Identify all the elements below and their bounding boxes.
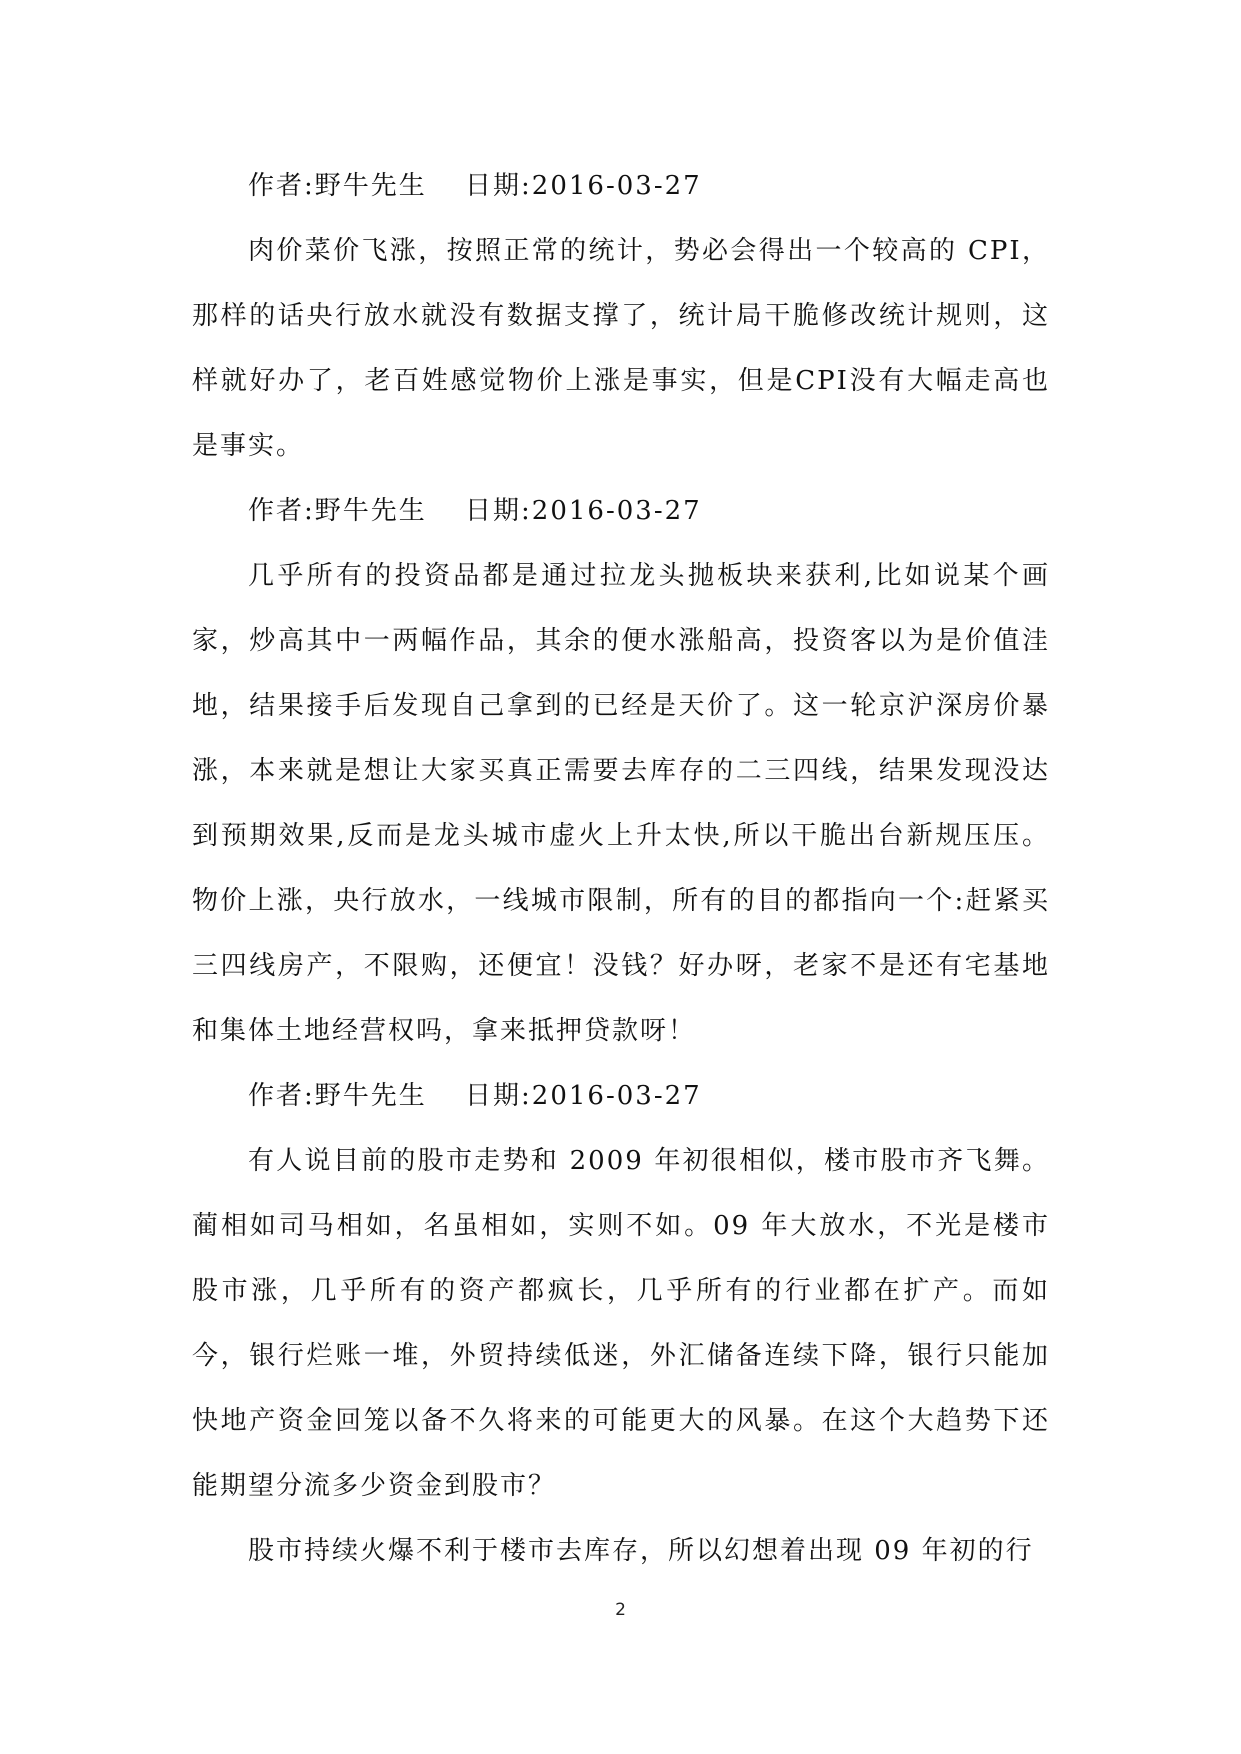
paragraph: 肉价菜价飞涨，按照正常的统计，势必会得出一个较高的 CPI，那样的话央行放水就没有数据支撑了，统计局干脆修改统计规则，这样就好办了，老百姓感觉物价上涨是事实，但是CPI没有大幅走高也是事实。 xyxy=(192,236,1050,461)
document-body xyxy=(192,154,1050,1584)
author-date-line: 作者:野牛先生 日期:2016-03-27 xyxy=(248,171,702,201)
author-date-line: 作者:野牛先生 日期:2016-03-27 xyxy=(248,1081,702,1111)
paragraph: 股市持续火爆不利于楼市去库存，所以幻想着出现 09 年初的行 xyxy=(248,1536,1034,1566)
page-number: 2 xyxy=(615,1600,626,1620)
paragraph: 有人说目前的股市走势和 2009 年初很相似，楼市股市齐飞舞。蔺相如司马相如，名虽相如，实则不如。09 年大放水，不光是楼市股市涨，几乎所有的资产都疯长，几乎所有的行业都在扩产。而如今，银行烂账一堆，外贸持续低迷，外汇储备连续下降，银行只能加快地产资金回笼以备不久将来的可能更大的风暴。在这个大趋势下还能期望分流多少资金到股市？ xyxy=(192,1146,1050,1501)
author-date-line: 作者:野牛先生 日期:2016-03-27 xyxy=(248,496,702,526)
paragraph: 几乎所有的投资品都是通过拉龙头抛板块来获利,比如说某个画家，炒高其中一两幅作品，其余的便水涨船高，投资客以为是价值洼地，结果接手后发现自己拿到的已经是天价了。这一轮京沪深房价暴涨，本来就是想让大家买真正需要去库存的二三四线，结果发现没达到预期效果,反而是龙头城市虚火上升太快,所以干脆出台新规压压。物价上涨，央行放水，一线城市限制，所有的目的都指向一个:赶紧买三四线房产，不限购，还便宜！没钱？好办呀，老家不是还有宅基地和集体土地经营权吗，拿来抵押贷款呀！ xyxy=(192,561,1050,1046)
